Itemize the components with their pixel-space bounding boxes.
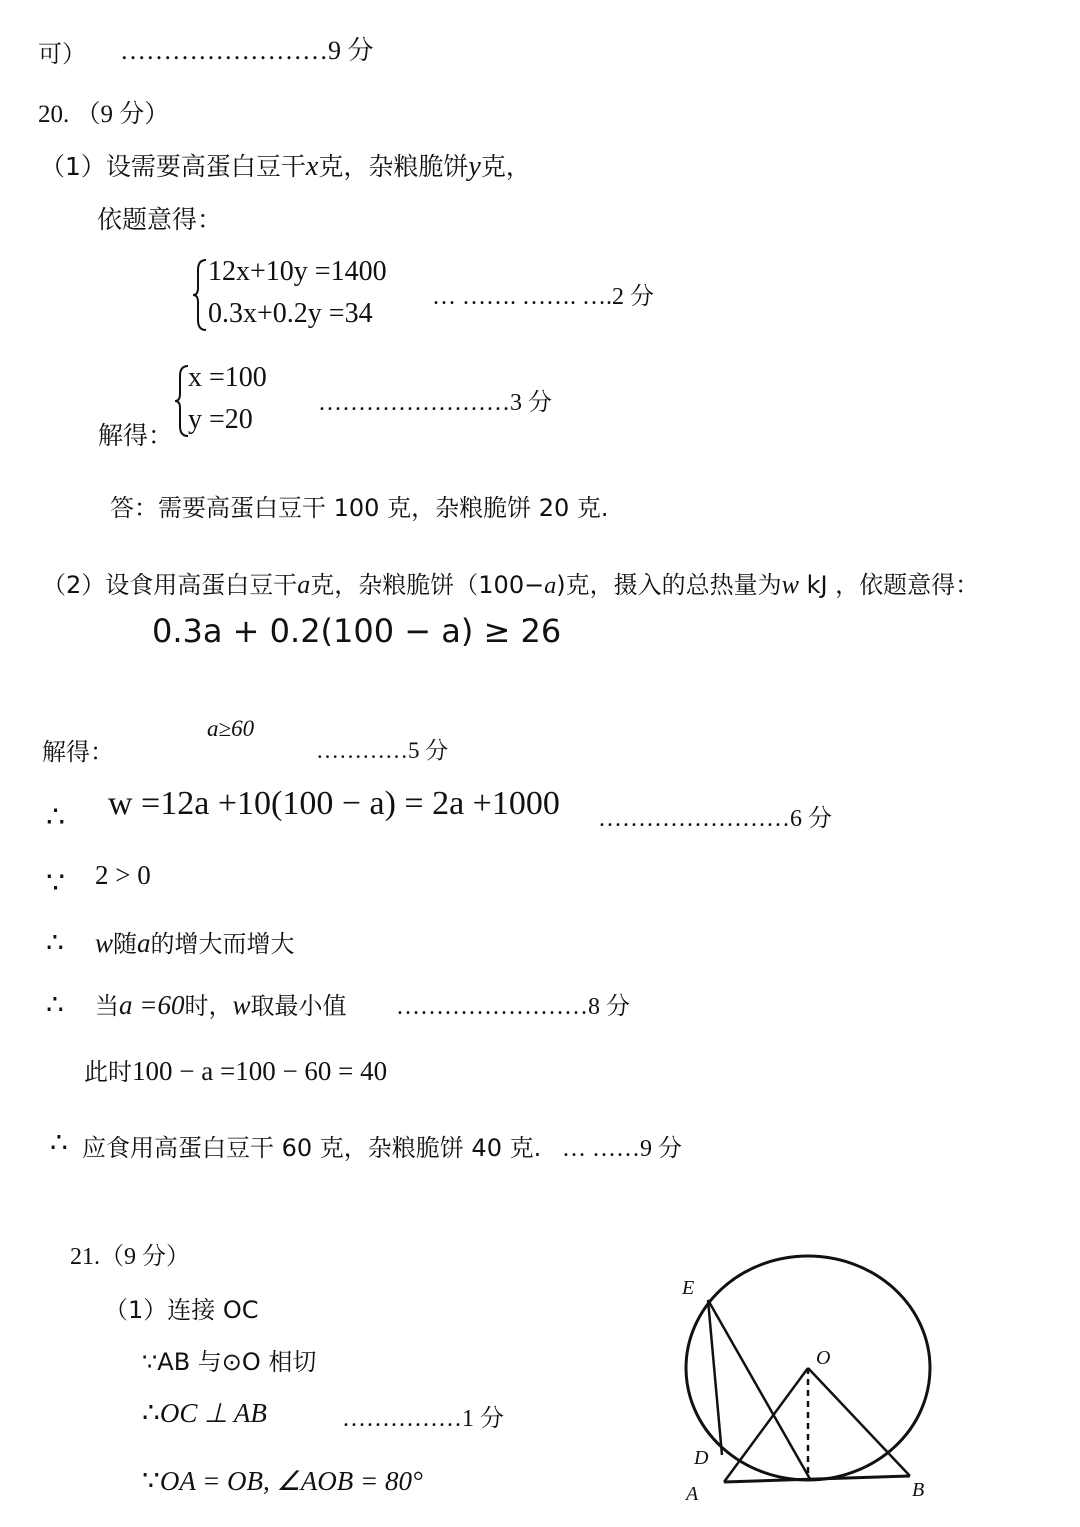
- label-d: D: [694, 1447, 709, 1469]
- condition: 2 > 0: [95, 860, 151, 890]
- inequality-solution: a≥60: [207, 716, 255, 741]
- q20-p2-intro: （2）设食用高蛋白豆干a克，杂粮脆饼（100−a)克，摄入的总热量为w kJ ，依题意得：: [42, 570, 980, 599]
- system1-eq2: 0.3x+0.2y =34: [208, 298, 373, 329]
- q20-p1-intro: （1）设需要高蛋白豆干x克，杂粮脆饼y克，: [40, 151, 531, 182]
- segment-oa: [724, 1368, 808, 1482]
- solution-eq1: x =100: [188, 362, 267, 393]
- circle-tangent-figure: [670, 1250, 950, 1510]
- q21-header: 21.（9 分）: [70, 1244, 190, 1270]
- q19-score: ……………………9 分: [120, 36, 374, 65]
- q20-header: 20. （9 分）: [38, 101, 170, 128]
- monotonic-statement: w随a的增大而增大: [95, 928, 295, 958]
- segment-ec: [708, 1300, 810, 1479]
- minimum-statement: 当a =60时，w取最小值: [95, 990, 347, 1020]
- label-o: O: [816, 1347, 831, 1369]
- label-e: E: [682, 1277, 695, 1299]
- q21-tangent-line: ∵AB 与⊙O 相切: [142, 1348, 317, 1376]
- final-answer: 应食用高蛋白豆干 60 克，杂粮脆饼 40 克.: [82, 1134, 542, 1162]
- q21-step1: （1）连接 OC: [104, 1296, 259, 1324]
- w-equation: w =12a +10(100 − a) = 2a +1000: [108, 785, 560, 822]
- answer-1: 答：需要高蛋白豆干 100 克，杂粮脆饼 20 克.: [110, 494, 609, 522]
- label-b: B: [912, 1479, 925, 1501]
- system-brace-1: [192, 258, 208, 332]
- solution-eq2: y =20: [188, 404, 253, 435]
- therefore-3: ∴: [46, 990, 64, 1021]
- therefore-2: ∴: [46, 928, 64, 959]
- therefore-4: ∴: [50, 1128, 68, 1159]
- score-3: ……………………3 分: [318, 390, 552, 416]
- inequality: 0.3a + 0.2(100 − a) ≥ 26: [152, 612, 562, 650]
- q20-yiti: 依题意得：: [97, 205, 223, 234]
- therefore-1: ∴: [46, 801, 66, 834]
- score-8: ……………………8 分: [396, 994, 630, 1020]
- jiede-1: 解得：: [98, 421, 174, 450]
- system1-eq1: 12x+10y =1400: [208, 256, 387, 287]
- cishi-line: 此时100 − a =100 − 60 = 40: [84, 1056, 388, 1086]
- segment-ob: [808, 1368, 910, 1476]
- score-5: …………5 分: [316, 738, 449, 763]
- label-a: A: [686, 1483, 699, 1505]
- jiede-2: 解得：: [42, 738, 114, 766]
- q21-score-1: ……………1 分: [342, 1406, 504, 1432]
- score-6: ……………………6 分: [598, 806, 832, 832]
- because-1: ∵: [46, 867, 66, 900]
- score-9: … ……9 分: [562, 1136, 682, 1162]
- score-2: … ……. ……. ….2 分: [432, 284, 654, 310]
- q21-equal-line: ∵OA = OB, ∠AOB = 80°: [142, 1466, 423, 1497]
- q19-tail-text: 可）: [38, 40, 86, 68]
- q21-perp-line: ∴OC ⊥ AB: [142, 1398, 267, 1429]
